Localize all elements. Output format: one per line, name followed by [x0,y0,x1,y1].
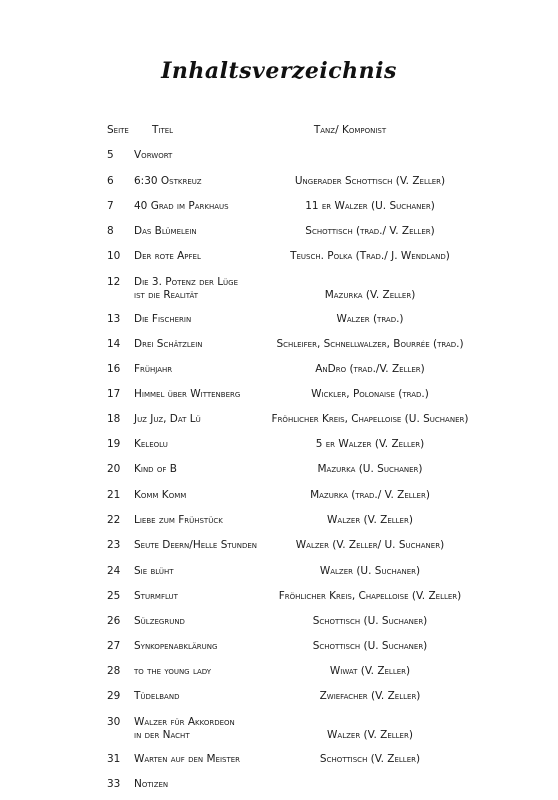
entry-title: Sülzegrund [134,615,185,627]
entry-dance: Fröhlicher Kreis, Chapelloise (V. Zeller) [278,590,462,602]
entry-dance: Schottisch (U. Suchaner) [312,615,428,627]
entry-title: Drei Schätzlein [134,338,203,350]
entry-page: 10 [107,250,121,262]
entry-page: 30 [107,716,121,728]
page-title: Inhaltsverzeichnis [161,58,397,84]
entry-page: 5 [107,149,114,161]
entry-title: Tüdelband [134,690,180,702]
entry-dance: 5 er Walzer (V. Zeller) [315,438,425,450]
entry-title: Sturmflut [134,590,178,602]
entry-page: 23 [107,539,121,551]
entry-page: 17 [107,388,121,400]
entry-page: 16 [107,363,121,375]
entry-page: 31 [107,753,121,765]
entry-dance: Ungerader Schottisch (V. Zeller) [294,175,446,187]
entry-dance: Teusch. Polka (Trad./ J. Wendland) [290,250,450,262]
entry-dance: Fröhlicher Kreis, Chapelloise (U. Suchaner) [271,413,469,425]
entry-title: Keleolu [134,438,168,450]
entry-dance: Mazurka (trad./ V. Zeller) [310,489,430,501]
entry-title: Das Blümelein [134,225,197,237]
header-title: Titel [152,124,174,136]
entry-dance: Walzer (U. Suchaner) [319,565,421,577]
entry-title: Der rote Apfel [134,250,201,262]
entry-dance: Walzer (V. Zeller) [327,729,413,741]
entry-title: Frühjahr [134,363,173,375]
entry-page: 8 [107,225,114,237]
entry-dance: AnDro (trad./V. Zeller) [315,363,425,375]
entry-title: Vorwort [134,149,173,161]
entry-dance: Walzer (V. Zeller) [327,514,413,526]
entry-page: 6 [107,175,114,187]
entry-page: 21 [107,489,121,501]
entry-dance: Mazurka (U. Suchaner) [317,463,423,475]
entry-dance: Walzer (V. Zeller/ U. Suchaner) [295,539,445,551]
entry-title: Himmel über Wittenberg [134,388,241,400]
entry-title: 40 Grad im Parkhaus [134,200,229,212]
entry-title: Warten auf den Meister [134,753,241,765]
entry-page: 7 [107,200,114,212]
entry-page: 28 [107,665,121,677]
entry-page: 18 [107,413,121,425]
entry-page: 25 [107,590,121,602]
entry-page: 12 [107,276,121,288]
header-page: Seite [107,124,129,136]
entry-title: Synkopenabklärung [134,640,218,652]
entry-dance: Schleifer, Schnellwalzer, Bourrée (trad.) [276,338,464,350]
entry-title: Komm Komm [134,489,187,501]
entry-page: 22 [107,514,121,526]
entry-title: Walzer für Akkordeon in der Nacht [134,716,235,741]
entry-dance: Schottisch (trad./ V. Zeller) [305,225,435,237]
entry-title: Kind of B [134,463,177,475]
entry-title: Sie blüht [134,565,174,577]
entry-title: Die 3. Potenz der Lüge ist die Realität [134,276,239,301]
entry-dance: Zwiefacher (V. Zeller) [319,690,421,702]
entry-dance: Walzer (trad.) [336,313,404,325]
entry-title: to the young lady [134,665,212,677]
entry-dance: Mazurka (V. Zeller) [324,289,416,301]
entry-page: 14 [107,338,121,350]
entry-page: 24 [107,565,121,577]
entry-page: 19 [107,438,121,450]
entry-title: Die Fischerin [134,313,192,325]
header-dance: Tanz/ Komponist [313,124,387,136]
entry-dance: Schottisch (U. Suchaner) [312,640,428,652]
entry-title: Liebe zum Frühstück [134,514,223,526]
entry-dance: Wickler, Polonaise (trad.) [311,388,429,400]
entry-page: 33 [107,778,121,790]
entry-dance: Schottisch (V. Zeller) [319,753,421,765]
entry-title: Notizen [134,778,169,790]
entry-dance: 11 er Walzer (U. Suchaner) [305,200,435,212]
entry-title: Seute Deern/Helle Stunden [134,539,258,551]
entry-page: 20 [107,463,121,475]
entry-page: 13 [107,313,121,325]
entry-page: 26 [107,615,121,627]
entry-dance: Wiwat (V. Zeller) [329,665,411,677]
entry-title: Juz Juz, Dat Lü [134,413,201,425]
entry-title: 6:30 Ostkreuz [134,175,202,187]
entry-page: 27 [107,640,121,652]
entry-page: 29 [107,690,121,702]
